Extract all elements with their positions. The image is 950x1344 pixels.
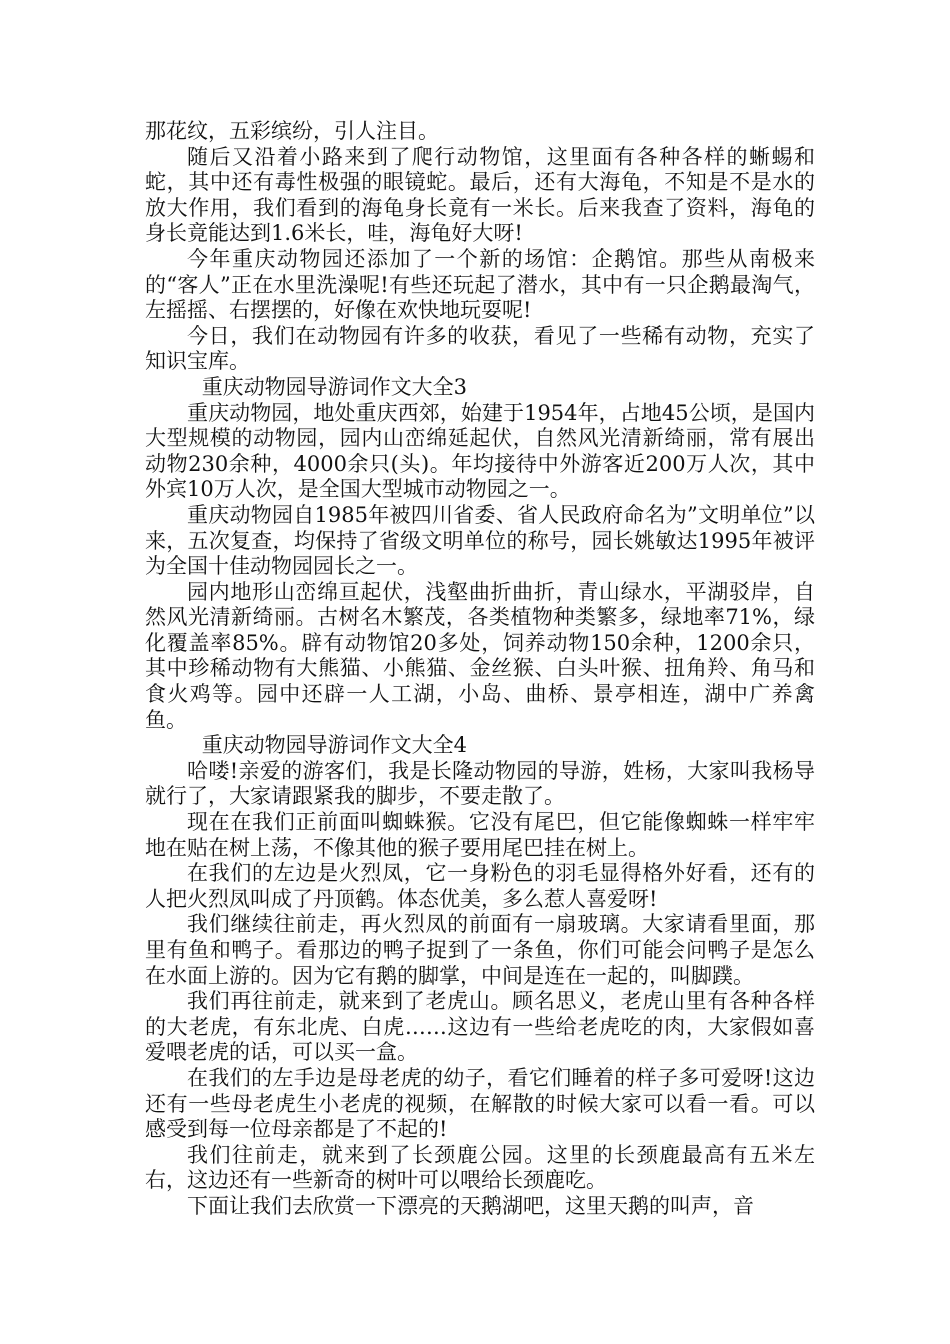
- paragraph-greeting: 哈喽!亲爱的游客们，我是长隆动物园的导游，姓杨，大家叫我杨导就行了，大家请跟紧我的脚步，不要走散了。: [145, 758, 815, 809]
- section-heading-4: 重庆动物园导游词作文大全4: [201, 733, 468, 758]
- paragraph-continued: 那花纹，五彩缤纷，引人注目。: [145, 119, 439, 143]
- paragraph-penguin-house: 今年重庆动物园还添加了一个新的场馆：企鹅馆。那些从南极来的“客人”正在水里洗澡呢!有些还玩起了潜水，其中有一只企鹅最淘气，左摇摇、右摆摆的，好像在欢快地玩耍呢!: [145, 246, 815, 323]
- section-heading-3: 重庆动物园导游词作文大全3: [201, 374, 468, 399]
- document-page: [145, 119, 815, 1220]
- paragraph-reptile-house: 随后又沿着小路来到了爬行动物馆，这里面有各种各样的蜥蜴和蛇，其中还有毒性极强的眼镜蛇。最后，还有大海龟，不知是不是水的放大作用，我们看到的海龟身长竟有一米长。后来我查了资料，海龟的身长竟能达到1.6米长，哇，海龟好大呀!: [145, 144, 815, 246]
- paragraph-tiger-mountain: 我们再往前走，就来到了老虎山。顾名思义，老虎山里有各种各样的大老虎，有东北虎、白虎……这边有一些给老虎吃的肉，大家假如喜爱喂老虎的话，可以买一盒。: [145, 989, 815, 1065]
- paragraph-spider-monkey: 现在在我们正前面叫蜘蛛猴。它没有尾巴，但它能像蜘蛛一样牢牢地在贴在树上荡，不像其他的猴子要用尾巴挂在树上。: [145, 810, 815, 860]
- paragraph-terrain: 园内地形山峦绵亘起伏，浅壑曲折曲折，青山绿水，平湖驳岸，自然风光清新绮丽。古树名木繁茂，各类植物种类繁多，绿地率71%，绿化覆盖率85%。辟有动物馆20多处，饲养动物150余种，1200余只，其中珍稀动物有大熊猫、小熊猫、金丝猴、白头叶猴、扭角羚、角马和食火鸡等。园中还辟一人工湖，小岛、曲桥、景亭相连，湖中广养禽鱼。: [145, 579, 815, 732]
- paragraph-swan-lake: 下面让我们去欣赏一下漂亮的天鹅湖吧，这里天鹅的叫声，音: [187, 1193, 754, 1218]
- paragraph-tiger-cubs: 在我们的左手边是母老虎的幼子，看它们睡着的样子多可爱呀!这边还有一些母老虎生小老虎的视频，在解散的时候大家可以看一看。可以感受到每一位母亲都是了不起的!: [145, 1065, 815, 1142]
- paragraph-flamingo: 在我们的左边是火烈凤，它一身粉色的羽毛显得格外好看，还有的人把火烈凤叫成了丹顶鹤。体态优美，多么惹人喜爱呀!: [145, 861, 815, 911]
- paragraph-zoo-overview: 重庆动物园，地处重庆西郊，始建于1954年，占地45公顷，是国内大型规模的动物园，园内山峦绵延起伏，自然风光清新绮丽，常有展出动物230余种，4000余只(头)。年均接待中外游客近200万人次，其中外宾10万人次，是全国大型城市动物园之一。: [145, 400, 815, 502]
- paragraph-giraffe-park: 我们往前走，就来到了长颈鹿公园。这里的长颈鹿最高有五米左右，这边还有一些新奇的树叶可以喂给长颈鹿吃。: [145, 1142, 815, 1193]
- paragraph-glass-ducks: 我们继续往前走，再火烈凤的前面有一扇玻璃。大家请看里面，那里有鱼和鸭子。看那边的鸭子捉到了一条鱼，你们可能会问鸭子是怎么在水面上游的。因为它有鹅的脚掌，中间是连在一起的，叫脚蹼。: [145, 912, 815, 988]
- paragraph-civilized-unit: 重庆动物园自1985年被四川省委、省人民政府命名为”文明单位”以来，五次复查，均保持了省级文明单位的称号，园长姚敏达1995年被评为全国十佳动物园园长之一。: [145, 502, 815, 579]
- paragraph-harvest: 今日，我们在动物园有许多的收获，看见了一些稀有动物，充实了知识宝库。: [145, 323, 815, 374]
